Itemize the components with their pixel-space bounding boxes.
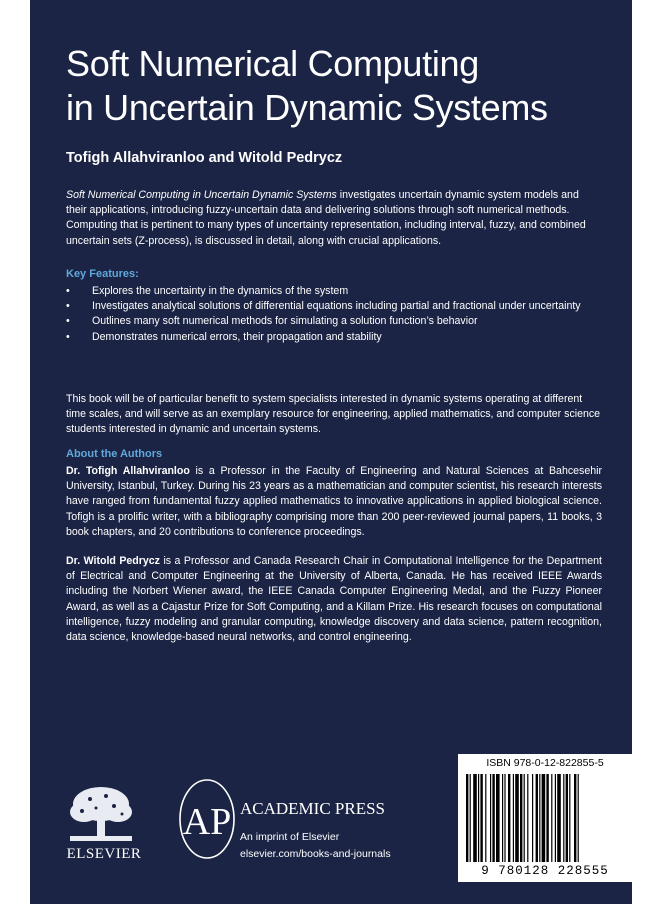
list-item: [66, 314, 602, 329]
book-title: [66, 42, 606, 130]
academic-press-logo: [178, 778, 236, 860]
barcode-bar: [557, 774, 561, 862]
barcode-bar: [566, 774, 568, 862]
barcode-bar: [508, 774, 510, 862]
barcode-graphic: [464, 774, 626, 862]
barcode-bar: [536, 774, 538, 862]
list-item-text: Demonstrates numerical errors, their propagation and stability: [92, 330, 382, 343]
barcode-bar: [532, 774, 533, 862]
bullet-icon: •: [66, 300, 70, 313]
barcode-bar: [551, 774, 552, 862]
title-line-2: in Uncertain Dynamic Systems: [66, 87, 548, 128]
barcode-bar: [542, 774, 546, 862]
authors: Tofigh Allahviranloo and Witold Pedrycz: [66, 150, 343, 166]
barcode-bar: [527, 774, 528, 862]
list-item-text: Explores the uncertainty in the dynamics of the system: [92, 285, 349, 297]
list-item-text: Outlines many soft numerical methods for simulating a solution function’s behavior: [92, 315, 478, 328]
barcode-bar: [515, 774, 519, 862]
intro-text: investigates uncertain dynamic system models and their applications, introducing fuzzy-uncertain data and delivering solutions through soft numerical methods. Computing that is pertinent to many types of uncertainty representation, including interval, fuzzy, and combined uncertain sets (Z-process), is discussed in detail, along with crucial applications.: [66, 189, 586, 247]
imprint-line: An imprint of Elsevier: [240, 831, 340, 843]
barcode-bar: [524, 774, 525, 862]
author-name-2: Dr. Witold Pedrycz: [66, 555, 160, 567]
barcode-bar: [492, 774, 494, 862]
barcode-bar: [470, 774, 471, 862]
barcode-bar: [520, 774, 522, 862]
barcode-bar: [504, 774, 505, 862]
ap-monogram-text: AP: [182, 801, 232, 843]
elsevier-wordmark: ELSEVIER: [66, 846, 142, 862]
barcode-bar: [480, 774, 482, 862]
author-bio-text-2: is a Professor and Canada Research Chair in Computational Intelligence for the Department of Electrical and Computer Engineering at the University of Alberta, Canada. He has received IEEE Awards including the Norbert Wiener award, the IEEE Canada Computer Engineering Medal, and the Fuzzy Pioneer Award, as well as a Cajastur Prize for Soft Computing, and a Killam Prize. His research focuses on computational intelligence, fuzzy modeling and granular computing, knowledge discovery and data science, pattern recognition, data science, knowledge-based neural networks, and control engineering.: [66, 555, 602, 644]
barcode-panel: [458, 754, 632, 882]
barcode-bar: [513, 774, 514, 862]
about-authors-heading: About the Authors: [66, 448, 163, 460]
list-item-text: Investigates analytical solutions of differential equations including partial and fractional under uncertainty: [92, 300, 581, 313]
bullet-icon: •: [66, 285, 70, 297]
barcode-bar: [578, 774, 579, 862]
barcode-bar: [473, 774, 477, 862]
author-bio-text-1: is a Professor in the Faculty of Engineering and Natural Sciences at Bahcesehir University, Istanbul, Turkey. During his 23 years as a mathematician and computer scientist, his research interests have ranged from fundamental fuzzy applied mathematics to innovative applications in applied biological science. Tofigh is a prolific writer, with a bibliography comprising more than 200 peer-reviewed journal papers, 11 books, 3 book chapters, and 20 contributions to conference proceedings.: [66, 465, 602, 538]
back-cover: [30, 0, 632, 904]
barcode-bar: [563, 774, 564, 862]
list-item: [66, 284, 602, 299]
author-bio-1: [66, 464, 602, 540]
barcode-bar: [478, 774, 479, 862]
barcode-bar: [466, 774, 468, 862]
author-name-1: Dr. Tofigh Allahviranloo: [66, 465, 190, 477]
benefit-paragraph: This book will be of particular benefit to system specialists interested in dynamic systems operating at different time scales, and will serve as an exemplary resource for engineering, applied mathematics, and computer science students interested in dynamic and uncertain systems.: [66, 393, 601, 436]
isbn-label: ISBN 978-0-12-822855-5: [486, 757, 604, 769]
barcode-bar: [569, 774, 570, 862]
bullet-icon: •: [66, 315, 70, 328]
barcode-bar: [539, 774, 540, 862]
author-bio-2: [66, 554, 602, 645]
bullet-icon: •: [66, 330, 70, 343]
key-features-heading: Key Features:: [66, 268, 139, 280]
publisher-url: elsevier.com/books-and-journals: [240, 848, 391, 860]
ean-number: 9 780128 228555: [481, 864, 609, 878]
elsevier-tree-logo: [66, 784, 136, 846]
barcode-bar: [496, 774, 500, 862]
academic-press-name: ACADEMIC PRESS: [240, 799, 386, 818]
list-item: [66, 299, 602, 314]
intro-book-title: Soft Numerical Computing in Uncertain Dynamic Systems: [66, 189, 337, 201]
barcode-bar: [490, 774, 491, 862]
barcode-bar: [574, 774, 576, 862]
list-item: [66, 330, 602, 345]
barcode-bar: [485, 774, 486, 862]
barcode-bar: [555, 774, 556, 862]
barcode-bar: [502, 774, 503, 862]
intro-paragraph: [66, 188, 602, 249]
barcode-bar: [546, 774, 548, 862]
key-features-list: [66, 284, 602, 345]
title-line-1: Soft Numerical Computing: [66, 43, 479, 84]
